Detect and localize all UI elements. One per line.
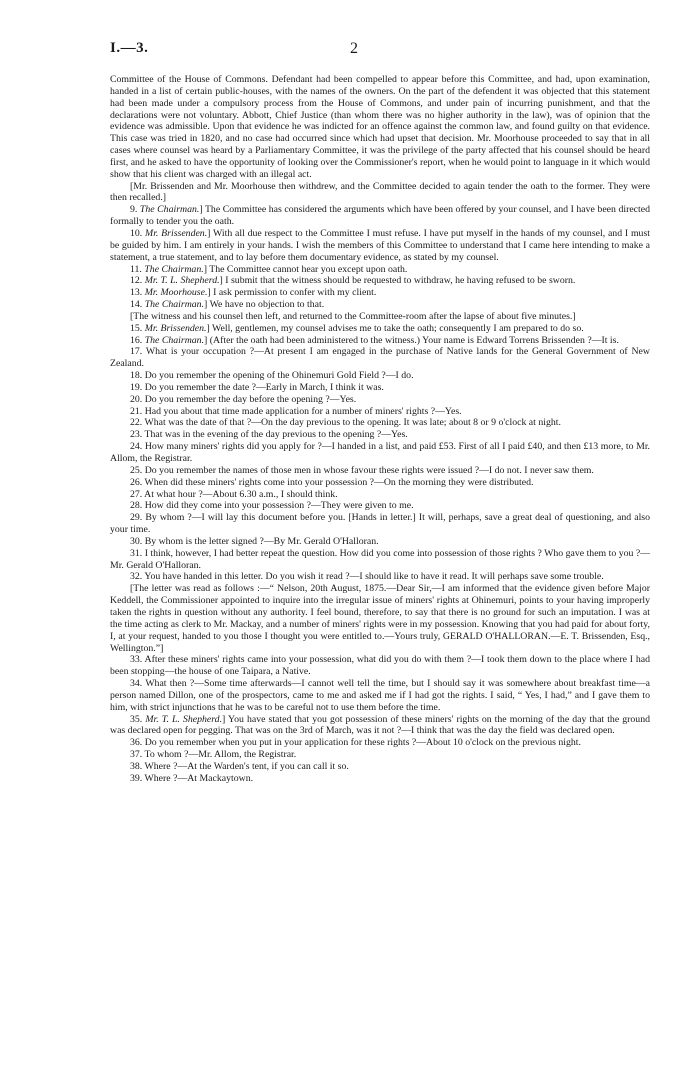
question-number: 35. xyxy=(130,713,143,725)
question-number: 16. xyxy=(130,334,143,346)
paragraph-text: The Committee cannot hear you except upon oath. xyxy=(209,263,408,275)
paragraph-text: You have stated that you got possession of these miners' rights on the morning of the day that the ground was declared open for pegging. That was on the 3rd of March, was it not ?—I think that was the day the field was declared open. xyxy=(110,713,651,737)
question-number: 27. xyxy=(130,488,143,500)
testimony-paragraph xyxy=(110,773,650,785)
testimony-paragraph xyxy=(110,500,650,512)
question-number: 28. xyxy=(130,500,143,512)
question-number: 10. xyxy=(130,227,143,239)
question-number: 20. xyxy=(130,393,143,405)
question-number: 13. xyxy=(130,287,143,299)
question-number: 38. xyxy=(130,760,143,772)
question-number: 24. xyxy=(130,441,143,453)
testimony-paragraph xyxy=(110,761,650,773)
paragraph-text: What then ?—Some time afterwards—I cannot well tell the time, but I should say it was somewhere about breakfast time—a person named Dillon, one of the prospectors, came to me and asked me if I had got the rights. I said, “ Yes, I had,” and I gave them to him, with strict injunctions that he was to be careful not to use them before the time. xyxy=(110,678,650,713)
testimony-paragraph xyxy=(110,417,650,429)
document-body xyxy=(110,74,650,785)
question-number: 37. xyxy=(130,749,143,761)
question-number: 26. xyxy=(130,476,143,488)
testimony-paragraph: 15. Mr. Brissenden.] Well, gentlemen, my counsel advises me to take the oath; consequently I am prepared to do so. xyxy=(130,322,584,334)
question-number: 29. xyxy=(130,512,143,524)
paragraph-text: [The witness and his counsel then left, and returned to the Committee-room after the lapse of about five minutes.] xyxy=(130,310,576,322)
letter-text xyxy=(110,583,650,654)
testimony-paragraph xyxy=(110,548,650,572)
paragraph-text: I think, however, I had better repeat the question. How did you come into possession of those rights ? Who gave them to you ?—Mr. Gerald O'Halloran. xyxy=(110,547,650,571)
paragraph-text: The Committee has considered the arguments which have been offered by your counsel, and I have been directed formally to tender you the oath. xyxy=(110,204,650,228)
paragraph-text: (After the oath had been administered to the witness.) Your name is Edward Torrens Brissenden ?—It is. xyxy=(209,334,619,346)
question-number: 17. xyxy=(130,346,143,358)
testimony-paragraph xyxy=(110,465,650,477)
question-number: 14. xyxy=(130,299,143,311)
question-number: 31. xyxy=(130,547,143,559)
document-reference: I.—3. xyxy=(110,40,149,56)
question-number: 9. xyxy=(130,204,138,216)
paragraph-text: Where ?—At Mackaytown. xyxy=(144,772,254,784)
testimony-paragraph xyxy=(110,737,650,749)
editorial-note xyxy=(110,181,650,205)
speaker-name: The Chairman. xyxy=(139,204,200,216)
testimony-paragraph: 11. The Chairman.] The Committee cannot hear you except upon oath. xyxy=(130,263,408,275)
paragraph-text: We have no objection to that. xyxy=(209,299,325,311)
continued-paragraph xyxy=(110,74,650,181)
speaker-name: Mr. Brissenden. xyxy=(144,322,207,334)
question-number: 21. xyxy=(130,405,143,417)
testimony-paragraph xyxy=(110,477,650,489)
testimony-paragraph xyxy=(110,654,650,678)
testimony-paragraph xyxy=(110,536,650,548)
question-number: 34. xyxy=(130,678,143,690)
paragraph-text: How did they come into your possession ?—They were given to me. xyxy=(144,500,414,512)
testimony-paragraph: 13. Mr. Moorhouse.] I ask permission to confer with my client. xyxy=(130,287,377,299)
testimony-paragraph xyxy=(110,489,650,501)
speaker-name: The Chairman. xyxy=(144,299,205,311)
testimony-paragraph: 14. The Chairman.] We have no objection to that. xyxy=(130,299,325,311)
paragraph-text: Do you remember the opening of the Ohinemuri Gold Field ?—I do. xyxy=(144,370,414,382)
speaker-name: The Chairman. xyxy=(144,263,204,275)
editorial-note xyxy=(110,311,650,323)
testimony-paragraph xyxy=(110,382,650,394)
paragraph-text: I submit that the witness should be requested to withdraw, he having refused to be sworn. xyxy=(225,275,576,287)
paragraph-text: Do you remember the day before the opening ?—Yes. xyxy=(144,393,357,405)
paragraph-text: By whom is the letter signed ?—By Mr. Gerald O'Halloran. xyxy=(144,535,379,547)
question-number: 25. xyxy=(130,464,143,476)
paragraph-text: What is your occupation ?—At present I am engaged in the purchase of Native lands for the General Government of New Zealand. xyxy=(110,346,650,370)
paragraph-text: [The letter was read as follows :—“ Nelson, 20th August, 1875.—Dear Sir,—I am informed that the evidence given before Major Keddell, the Commissioner appointed to inquire into the irregular issue of miners' rights at Ohinemuri, points to your having improperly taken the rights in question without any authority. I feel bound, therefore, to say that there is no ground for such an imputation. I was at the time acting as clerk to Mr. Mackay, and a number of miners' rights were in my possession. Knowing that you had paid for about forty, I, at your request, handed to you those I thought you were entitled to.—Yours truly, GERALD O'HALLORAN.—E. T. Brissenden, Esq., Wellington.”] xyxy=(110,583,650,654)
paragraph-text: By whom ?—I will lay this document before you. [Hands in letter.] It will, perhaps, save a great deal of questioning, and also your time. xyxy=(110,512,650,536)
paragraph-text: Well, gentlemen, my counsel advises me to take the oath; consequently I am prepared to do so. xyxy=(212,322,584,334)
paragraph-text: Do you remember the names of those men in whose favour these rights were issued ?—I do not. I never saw them. xyxy=(144,464,594,476)
question-number: 19. xyxy=(130,381,143,393)
paragraph-text: Where ?—At the Warden's tent, if you can call it so. xyxy=(144,760,349,772)
speaker-name: Mr. Moorhouse. xyxy=(144,287,208,299)
question-number: 23. xyxy=(130,429,143,441)
question-number: 18. xyxy=(130,370,143,382)
page-number: 2 xyxy=(350,40,358,57)
question-number: 12. xyxy=(130,275,143,287)
testimony-paragraph xyxy=(110,441,650,465)
paragraph-text: Committee of the House of Commons. Defendant had been compelled to appear before this Committee, and had, upon examination, handed in a list of certain public-houses, with the names of the owners. On the part of the defendent it was objected that this statement had been made under a compulsory process from the House of Commons, and under pain of incurring punishment, and that the declarations were not voluntary. Abbott, Chief Justice (than whom there was no higher authority in the law), was of opinion that the evidence was admissible. Upon that evidence he was indicted for an offence against the common law, and found guilty on that evidence. This case was tried in 1820, and no case had occurred since which had upset that decision. Mr. Moorhouse proceeded to say that in all cases where counsel was heard by a Parliamentary Committee, it was the privilege of the party affected that his counsel should be heard first, and he asked to have the opportunity of looking over the Commissioner's report, when he would point to language in it which would show that his client was charged with an illegal act. xyxy=(110,74,650,180)
question-number: 33. xyxy=(130,654,143,666)
testimony-paragraph xyxy=(110,406,650,418)
question-number: 39. xyxy=(130,772,143,784)
question-number: 36. xyxy=(130,737,143,749)
testimony-paragraph xyxy=(110,370,650,382)
page-header xyxy=(110,40,580,62)
paragraph-text: Do you remember when you put in your application for these rights ?—About 10 o'clock on the previous night. xyxy=(144,737,581,749)
speaker-name: Mr. Brissenden. xyxy=(145,227,208,239)
testimony-paragraph xyxy=(110,429,650,441)
testimony-paragraph: 9. The Chairman.] The Committee has considered the arguments which have been offered by your counsel, and I have been directed formally to tender you the oath. xyxy=(110,204,650,228)
testimony-paragraph xyxy=(110,346,650,370)
paragraph-text: You have handed in this letter. Do you wish it read ?—I should like to have it read. It will perhaps save some trouble. xyxy=(144,571,604,583)
testimony-paragraph xyxy=(110,571,650,583)
paragraph-text: Had you about that time made application for a number of miners' rights ?—Yes. xyxy=(144,405,462,417)
paragraph-text: At what hour ?—About 6.30 a.m., I should think. xyxy=(144,488,338,500)
speaker-name: Mr. T. L. Shepherd. xyxy=(144,275,220,287)
question-number: 32. xyxy=(130,571,143,583)
paragraph-text: Do you remember the date ?—Early in March, I think it was. xyxy=(144,381,384,393)
paragraph-text: What was the date of that ?—On the day previous to the opening. It was late; about 8 or 9 o'clock at night. xyxy=(144,417,561,429)
question-number: 22. xyxy=(130,417,143,429)
testimony-paragraph xyxy=(110,678,650,714)
question-number: 15. xyxy=(130,322,143,334)
paragraph-text: That was in the evening of the day previous to the opening ?—Yes. xyxy=(144,429,408,441)
testimony-paragraph xyxy=(110,394,650,406)
testimony-paragraph xyxy=(110,512,650,536)
paragraph-text: To whom ?—Mr. Allom, the Registrar. xyxy=(144,749,297,761)
question-number: 11. xyxy=(130,263,142,275)
paragraph-text: I ask permission to confer with my client. xyxy=(213,287,377,299)
paragraph-text: When did these miners' rights come into your possession ?—On the morning they were distributed. xyxy=(144,476,534,488)
paragraph-text: How many miners' rights did you apply for ?—I handed in a list, and paid £53. First of all I paid £40, and then £13 more, to Mr. Allom, the Registrar. xyxy=(110,441,650,464)
testimony-paragraph: 35. Mr. T. L. Shepherd.] You have stated that you got possession of these miners' rights on the morning of the day that the ground was declared open for pegging. That was on the 3rd of March, was it not ?—I think that was the day the field was declared open. xyxy=(110,713,651,737)
testimony-paragraph: 10. Mr. Brissenden.] With all due respect to the Committee I must refuse. I have put myself in the hands of my counsel, and I must be guided by him. I am entirely in your hands. I wish the members of this Committee to understand that I came here intending to make a statement, a true statement, and to lay before them documentary evidence, as stated by my counsel. xyxy=(110,227,650,263)
question-number: 30. xyxy=(130,535,143,547)
paragraph-text: After these miners' rights came into your possession, what did you do with them ?—I took them down to the place where I had been stopping—the house of one Taipara, a Native. xyxy=(110,654,650,678)
paragraph-text: [Mr. Brissenden and Mr. Moorhouse then withdrew, and the Committee decided to again tender the oath to the former. They were then recalled.] xyxy=(110,180,650,204)
testimony-paragraph xyxy=(110,749,650,761)
speaker-name: Mr. T. L. Shepherd. xyxy=(145,713,223,725)
paragraph-text: With all due respect to the Committee I must refuse. I have put myself in the hands of my counsel, and I must be guided by him. I am entirely in your hands. I wish the members of this Committee to understand that I came here intending to make a statement, a true statement, and to lay before them documentary evidence, as stated by my counsel. xyxy=(110,227,650,263)
testimony-paragraph: 12. Mr. T. L. Shepherd.] I submit that the witness should be requested to withdraw, he having refused to be sworn. xyxy=(130,275,576,287)
testimony-paragraph: 16. The Chairman.] (After the oath had been administered to the witness.) Your name is Edward Torrens Brissenden ?—It is. xyxy=(130,334,619,346)
speaker-name: The Chairman. xyxy=(144,334,205,346)
